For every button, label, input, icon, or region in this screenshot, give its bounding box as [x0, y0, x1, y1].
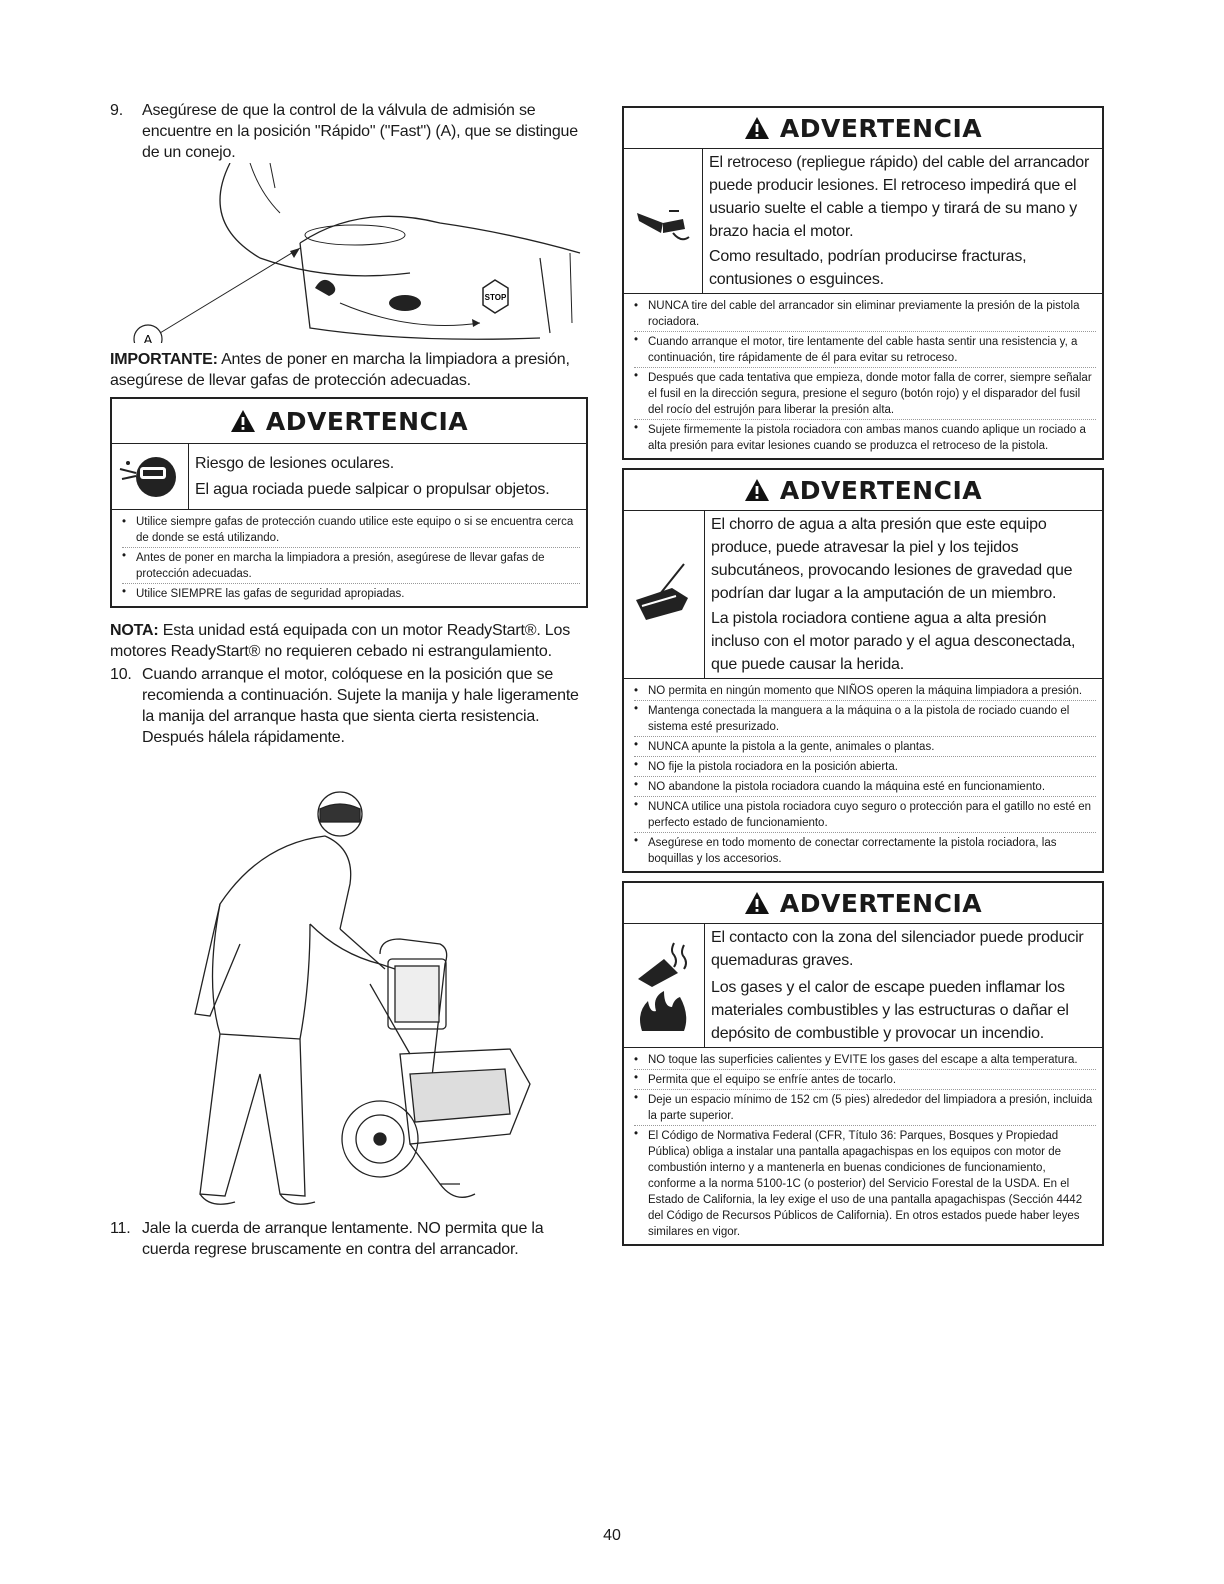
warning-triangle-icon — [744, 478, 770, 502]
bullet-item: • Permita que el equipo se enfríe antes de tocarlo. — [634, 1069, 1096, 1088]
warning-body — [624, 924, 1102, 1048]
warning-box-eye — [110, 397, 588, 608]
bullet-item: • NO permita en ningún momento que NIÑOS operen la máquina limpiadora a presión. — [634, 683, 1096, 699]
step-9 — [110, 100, 588, 163]
warning-line: Riesgo de lesiones oculares. — [195, 455, 394, 472]
warning-header — [624, 108, 1102, 149]
left-column — [110, 100, 588, 1260]
warning-title: ADVERTENCIA — [779, 475, 983, 505]
page-number: 40 — [603, 1527, 621, 1544]
throttle-control-illustration — [110, 163, 588, 343]
bullet-item: • NO abandone la pistola rociadora cuando la máquina esté en funcionamiento. — [634, 776, 1096, 795]
step-10 — [110, 664, 588, 748]
warning-line: El chorro de agua a alta presión que este equipo produce, puede atravesar la piel y los tejidos subcutáneos, provocando lesiones de gravedad que podrían dar lugar a la amputación de un miembro. — [711, 516, 1073, 602]
nota-note — [110, 620, 588, 662]
callout-a: A — [143, 332, 153, 343]
bullet-item: • Mantenga conectada la manguera a la máquina o a la pistola de rociado cuando el sistema esté presurizado. — [634, 700, 1096, 735]
warning-bullets — [112, 510, 586, 606]
warning-line: El retroceso (repliegue rápido) del cable del arrancador puede producir lesiones. El retroceso impedirá que el usuario suelte el cable a tiempo y tirará de su mano y brazo hacia el motor. — [709, 154, 1090, 240]
importante-note — [110, 349, 588, 391]
warning-line: Los gases y el calor de escape pueden inflamar los materiales combustibles y las estructuras o dañar el depósito de combustible y provocar un incendio. — [711, 979, 1069, 1042]
warning-triangle-icon — [744, 891, 770, 915]
bullet-item: • Deje un espacio mínimo de 152 cm (5 pies) alrededor del limpiadora a presión, incluida la parte superior. — [634, 1089, 1096, 1124]
warning-box-recoil — [622, 106, 1104, 460]
bullet-item: • Utilice siempre gafas de protección cuando utilice este equipo o si se encuentra cerca de donde se está utilizando. — [122, 514, 580, 546]
warning-header — [112, 399, 586, 444]
step-11 — [110, 1218, 588, 1260]
hot-surface-icon — [634, 939, 694, 989]
burn-fire-icons — [624, 924, 705, 1047]
step-text: Cuando arranque el motor, colóquese en la posición que se recomienda a continuación. Sujete la manija y hale ligeramente la manija del arranque hasta que sienta cierta resistencia. Después hálela rápidamente. — [142, 666, 579, 746]
step-number: 9. — [110, 102, 123, 119]
nota-text: Esta unidad está equipada con un motor ReadyStart®. Los motores ReadyStart® no requieren cebado ni estrangulamiento. — [110, 622, 571, 660]
eye-hazard-icon — [112, 444, 189, 509]
warning-bullets — [624, 679, 1102, 871]
importante-text: Antes de poner en marcha la limpiadora a presión, asegúrese de llevar gafas de protección adecuadas. — [110, 351, 570, 389]
fire-icon — [634, 989, 694, 1033]
warning-body — [112, 444, 586, 510]
stop-label: STOP — [484, 293, 507, 302]
warning-title: ADVERTENCIA — [265, 406, 469, 436]
step-text: Jale la cuerda de arranque lentamente. NO permita que la cuerda regrese bruscamente en contra del arrancador. — [142, 1220, 544, 1258]
step-number: 10. — [110, 666, 132, 683]
bullet-item: • Después que cada tentativa que empieza, donde motor falla de correr, siempre señalar el fusil en la dirección segura, presione el seguro (botón rojo) y el disparador del fusil del rocío del estrujón para liberar la presión alta. — [634, 367, 1096, 418]
warning-header — [624, 470, 1102, 511]
warning-bullets — [624, 294, 1102, 458]
recoil-hazard-icon — [624, 149, 703, 293]
nota-label: NOTA: — [110, 622, 159, 639]
warning-title: ADVERTENCIA — [779, 888, 983, 918]
warning-triangle-icon — [230, 409, 256, 433]
warning-body — [624, 511, 1102, 679]
bullet-item: • NUNCA utilice una pistola rociadora cuyo seguro o protección para el gatillo no esté en perfecto estado de funcionamiento. — [634, 796, 1096, 831]
warning-line: La pistola rociadora contiene agua a alta presión incluso con el motor parado y el agua desconectada, que puede causar la herida. — [711, 610, 1076, 673]
right-column — [622, 106, 1104, 1246]
bullet-item: • El Código de Normativa Federal (CFR, Título 36: Parques, Bosques y Propiedad Pública) obliga a instalar una pantalla apagachispas en los equipos con motor de combustión interno y a mantenerla en buenas condiciones de funcionamiento, conforme a la norma 5100-1C (o posterior) del Servicio Forestal de la USDA. En el Estado de California, la ley exige el uso de una pantalla apagachispas (Sección 4442 del Código de Recursos Públicos de California). En otros estados puede haber leyes similares en vigor. — [634, 1125, 1096, 1240]
warning-line: El agua rociada puede salpicar o propulsar objetos. — [195, 481, 550, 498]
warning-box-injection — [622, 468, 1104, 873]
importante-label: IMPORTANTE: — [110, 351, 218, 368]
bullet-item: • NO toque las superficies calientes y EVITE los gases del escape a alta temperatura. — [634, 1052, 1096, 1068]
bullet-item: • NUNCA apunte la pistola a la gente, animales o plantas. — [634, 736, 1096, 755]
warning-bullets — [624, 1048, 1102, 1244]
warning-box-burn — [622, 881, 1104, 1246]
bullet-item: • Utilice SIEMPRE las gafas de seguridad apropiadas. — [122, 583, 580, 602]
bullet-item: • NO fije la pistola rociadora en la posición abierta. — [634, 756, 1096, 775]
bullet-item: • Sujete firmemente la pistola rociadora con ambas manos cuando aplique un rociado a alta presión para evitar lesiones cuando se produzca el retroceso de la pistola. — [634, 419, 1096, 454]
injection-hazard-icon — [624, 511, 705, 678]
warning-triangle-icon — [744, 116, 770, 140]
warning-title: ADVERTENCIA — [779, 113, 983, 143]
bullet-item: • Antes de poner en marcha la limpiadora a presión, asegúrese de llevar gafas de protección adecuadas. — [122, 547, 580, 582]
operator-starting-engine-illustration — [110, 754, 588, 1214]
warning-header — [624, 883, 1102, 924]
bullet-item: • Asegúrese en todo momento de conectar correctamente la pistola rociadora, las boquillas y los accesorios. — [634, 832, 1096, 867]
bullet-item: • Cuando arranque el motor, tire lentamente del cable hasta sentir una resistencia y, a continuación, tire rápidamente de él para evitar su retroceso. — [634, 331, 1096, 366]
step-number: 11. — [110, 1220, 131, 1237]
warning-body — [624, 149, 1102, 294]
step-text: Asegúrese de que la control de la válvula de admisión se encuentre en la posición "Rápido" ("Fast") (A), que se distingue de un conejo. — [142, 102, 578, 161]
warning-line: El contacto con la zona del silenciador puede producir quemaduras graves. — [711, 929, 1084, 969]
warning-line: Como resultado, podrían producirse fracturas, contusiones o esguinces. — [709, 248, 1027, 288]
bullet-item: • NUNCA tire del cable del arrancador sin eliminar previamente la presión de la pistola rociadora. — [634, 298, 1096, 330]
